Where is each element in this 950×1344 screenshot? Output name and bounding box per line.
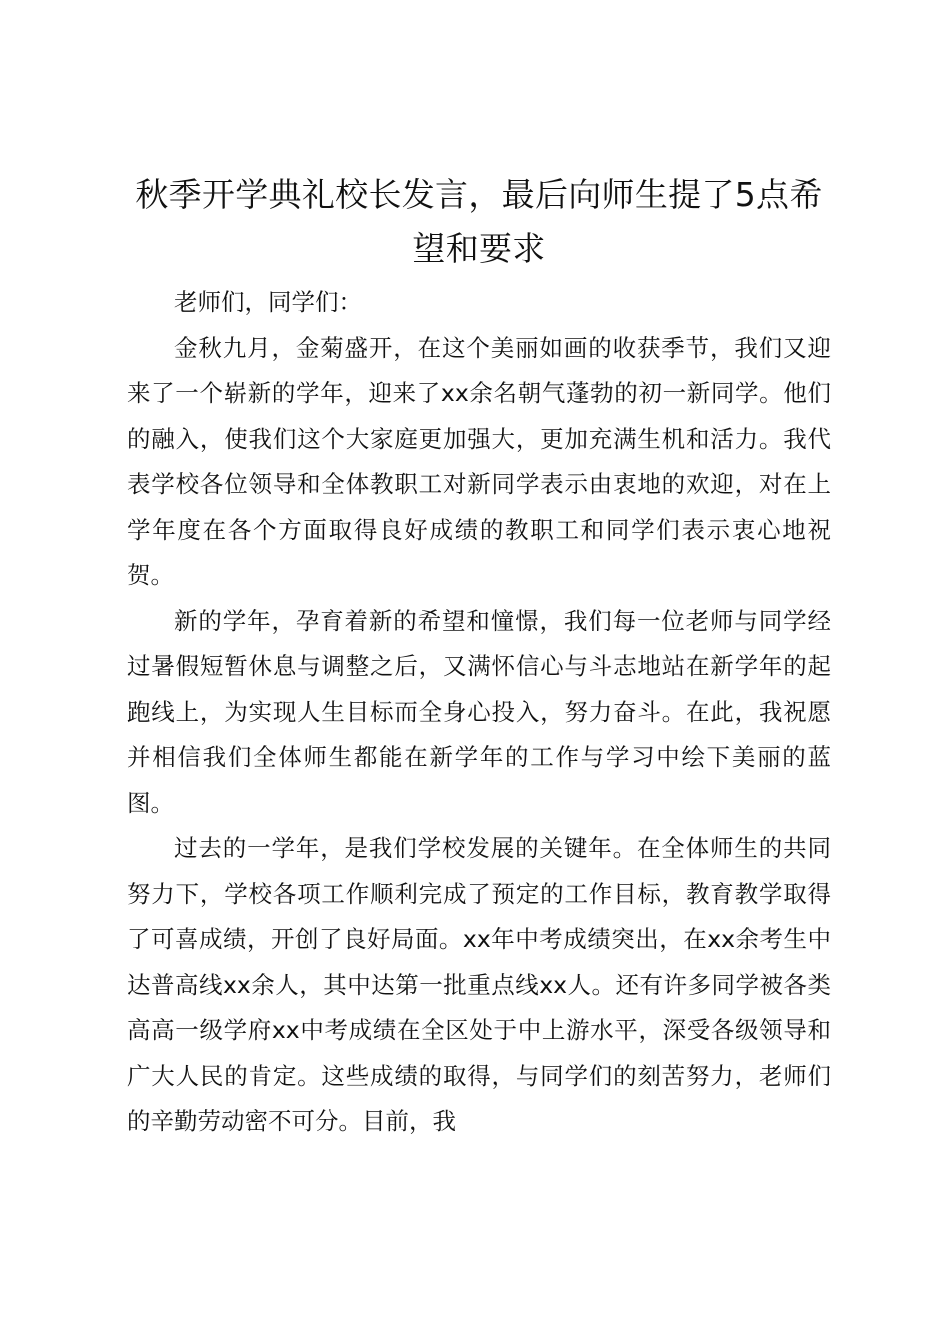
paragraph-2: 新的学年，孕育着新的希望和憧憬，我们每一位老师与同学经过暑假短暂休息与调整之后，又满怀信心与斗志地站在新学年的起跑线上，为实现人生目标而全身心投入，努力奋斗。在此，我祝愿并相信我们全体师生都能在新学年的工作与学习中绘下美丽的蓝图。 <box>127 606 831 817</box>
paragraph-3: 过去的一学年，是我们学校发展的关键年。在全体师生的共同努力下，学校各项工作顺利完成了预定的工作目标，教育教学取得了可喜成绩，开创了良好局面。xx年中考成绩突出，在xx余考生中达普高线xx余人，其中达第一批重点线xx人。还有许多同学被各类高高一级学府xx中考成绩在全区处于中上游水平，深受各级领导和广大人民的肯定。这些成绩的取得，与同学们的刻苦努力，老师们的辛勤劳动密不可分。目前，我 <box>127 834 831 1135</box>
document-title: 秋季开学典礼校长发言，最后向师生提了5点希望和要求 <box>135 175 823 268</box>
paragraph-1: 金秋九月，金菊盛开，在这个美丽如画的收获季节，我们又迎来了一个崭新的学年，迎来了xx余名朝气蓬勃的初一新同学。他们的融入，使我们这个大家庭更加强大，更加充满生机和活力。我代表学校各位领导和全体教职工对新同学表示由衷地的欢迎，对在上学年度在各个方面取得良好成绩的教职工和同学们表示衷心地祝贺。 <box>127 333 831 589</box>
document-body <box>127 168 831 1145</box>
greeting: 老师们，同学们： <box>174 288 362 316</box>
